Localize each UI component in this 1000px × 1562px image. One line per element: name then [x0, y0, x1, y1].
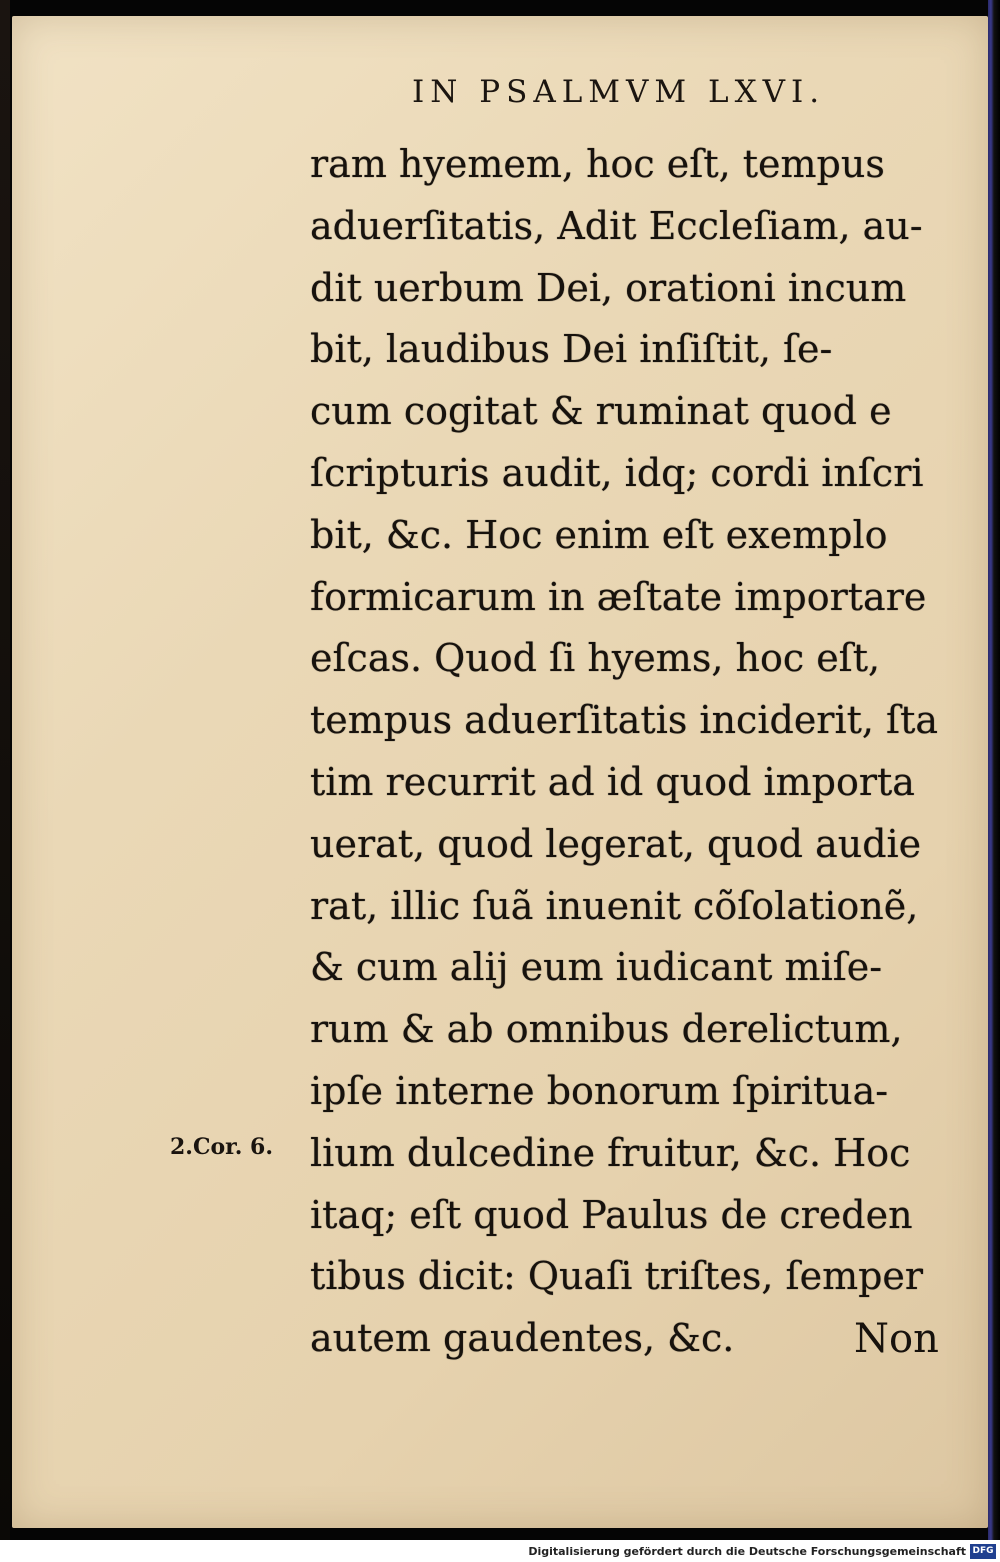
margin-reference-note: 2.Cor. 6. — [170, 1134, 274, 1160]
body-text — [310, 134, 990, 1370]
text-line: ſcripturis audit, idq; cordi inſcri — [310, 450, 924, 495]
funding-credit: Digitalisierung gefördert durch die Deutsche Forschungsgemeinschaft — [528, 1545, 966, 1558]
catchword: Non — [854, 1316, 939, 1362]
scan-left-edge — [0, 0, 10, 1540]
text-line: tempus aduerſitatis inciderit, ſta — [310, 698, 939, 743]
text-line: ipſe interne bonorum ſpiritua- — [310, 1068, 889, 1113]
text-line: ram hyemem, hoc eſt, tempus — [310, 142, 885, 186]
text-line: aduerſitatis, Adit Eccleſiam, au- — [310, 203, 923, 248]
text-line: eſcas. Quod ſi hyems, hoc eſt, — [310, 636, 881, 681]
text-line: autem gaudentes, &c. — [310, 1316, 735, 1361]
paper-page — [12, 16, 988, 1528]
text-line: formicarum in æſtate importare — [310, 574, 927, 619]
text-line: uerat, quod legerat, quod audie — [310, 821, 922, 866]
text-line: itaq; eſt quod Paulus de creden — [310, 1192, 913, 1237]
text-line: dit uerbum Dei, orationi incum — [310, 265, 907, 310]
text-line: rum & ab omnibus derelictum, — [310, 1007, 903, 1052]
text-line: tibus dicit: Quaſi triſtes, ſemper — [310, 1254, 924, 1299]
text-line: bit, laudibus Dei inſiſtit, ſe- — [310, 327, 833, 372]
text-line: & cum alij eum iudicant miſe- — [310, 945, 883, 990]
text-line: cum cogitat & ruminat quod e — [310, 389, 892, 434]
footer-bar — [0, 1540, 1000, 1562]
text-line: lium dulcedine fruitur, &c. Hoc — [310, 1130, 911, 1175]
running-head: IN PSALMVM LXVI. — [412, 74, 826, 110]
text-line: tim recurrit ad id quod importa — [310, 759, 915, 804]
text-line: rat, illic ſuã inuenit cõſolationẽ, — [310, 883, 919, 928]
text-line: bit, &c. Hoc enim eſt exemplo — [310, 512, 888, 557]
dfg-logo-icon: DFG — [970, 1544, 996, 1559]
